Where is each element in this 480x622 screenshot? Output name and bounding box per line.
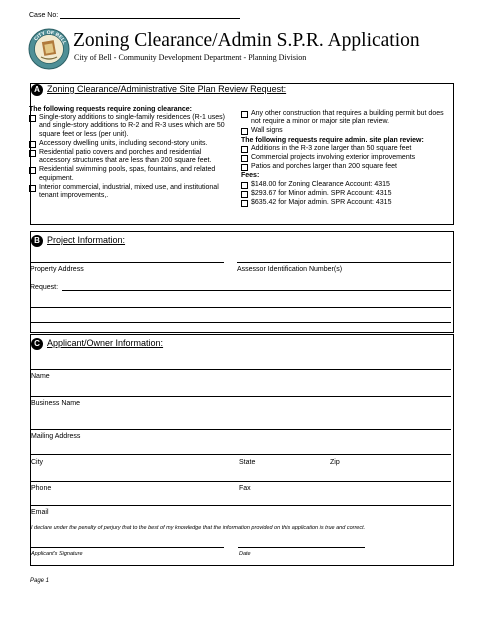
- email-label: Email: [31, 509, 49, 516]
- list-item: Any other construction that requires a building permit but does not require a minor or major site plan review.: [241, 110, 446, 126]
- list-item: Commercial projects involving exterior improvements: [241, 154, 446, 162]
- list-item: Interior commercial, industrial, mixed use, and institutional tenant improvements,.: [29, 184, 234, 200]
- section-b-box: [30, 231, 454, 333]
- zoning-clearance-heading: The following requests require zoning clearance:: [29, 106, 192, 113]
- name-field[interactable]: [30, 369, 451, 370]
- section-c-badge: C: [31, 338, 43, 350]
- checkbox[interactable]: [241, 111, 248, 118]
- case-no-field[interactable]: [60, 18, 240, 19]
- checkbox[interactable]: [241, 155, 248, 162]
- city-label: City: [31, 459, 44, 466]
- list-item: Patios and porches larger than 200 square feet: [241, 163, 446, 171]
- page-number: Page 1: [30, 578, 50, 584]
- mailing-address-label: Mailing Address: [31, 433, 81, 440]
- checkbox[interactable]: [29, 141, 36, 148]
- date-label: Date: [239, 551, 251, 557]
- list-item: Residential patio covers and porches and residential accessory structures that are less than 200 square feet.: [29, 149, 234, 165]
- section-c-title: Applicant/Owner Information:: [47, 338, 164, 348]
- state-label: State: [239, 459, 256, 466]
- checkbox[interactable]: [241, 128, 248, 135]
- svg-text:CITY OF BELL: CITY OF BELL: [33, 29, 68, 46]
- checkbox[interactable]: [29, 115, 36, 122]
- city-seal-logo: [28, 28, 70, 70]
- list-item: Additions in the R-3 zone larger than 50 square feet: [241, 145, 446, 153]
- checkbox[interactable]: [241, 146, 248, 153]
- request-field-line-2[interactable]: [30, 307, 451, 308]
- list-item: Residential swimming pools, spas, fountains, and related equipment.: [29, 166, 234, 182]
- checkbox[interactable]: [29, 150, 36, 157]
- checkbox[interactable]: [241, 164, 248, 171]
- request-field-line-1[interactable]: [62, 290, 451, 291]
- mailing-address-field[interactable]: [30, 429, 451, 430]
- fees-heading: Fees:: [241, 172, 260, 180]
- list-item: Accessory dwelling units, including second-story units.: [29, 140, 234, 148]
- fee-item: $635.42 for Major admin. SPR Account: 4315: [241, 199, 446, 207]
- signature-label: Applicant's Signature: [31, 551, 83, 557]
- fax-label: Fax: [239, 485, 251, 492]
- fee-item: $293.67 for Minor admin. SPR Account: 4315: [241, 190, 446, 198]
- checkbox[interactable]: [241, 182, 248, 189]
- business-name-field[interactable]: [30, 396, 451, 397]
- section-a-left-column: [29, 106, 234, 201]
- request-field-line-3[interactable]: [30, 322, 451, 323]
- admin-spr-heading: The following requests require admin. site plan review:: [241, 136, 424, 144]
- property-address-label: Property Address: [30, 266, 84, 273]
- email-field[interactable]: [30, 505, 451, 506]
- name-label: Name: [31, 373, 50, 380]
- fee-item: $148.00 for Zoning Clearance Account: 4315: [241, 181, 446, 189]
- date-field[interactable]: [238, 547, 365, 548]
- checkbox[interactable]: [29, 167, 36, 174]
- assessor-number-field[interactable]: [237, 262, 451, 263]
- case-no-label: Case No:: [29, 12, 59, 19]
- section-a-right-column: [241, 110, 446, 208]
- phone-label: Phone: [31, 485, 52, 492]
- section-b-badge: B: [31, 235, 43, 247]
- section-a-title: Zoning Clearance/Administrative Site Plan Review Request:: [47, 84, 287, 94]
- assessor-number-label: Assessor Identification Number(s): [237, 266, 343, 273]
- business-name-label: Business Name: [31, 400, 81, 407]
- signature-field[interactable]: [30, 547, 224, 548]
- request-label: Request:: [30, 284, 59, 291]
- property-address-field[interactable]: [30, 262, 224, 263]
- checkbox[interactable]: [241, 191, 248, 198]
- page-title: Zoning Clearance/Admin S.P.R. Application: [73, 30, 420, 51]
- list-item: Wall signs: [241, 127, 446, 135]
- section-a-badge: A: [31, 84, 43, 96]
- declaration-text: I declare under the penalty of perjury that to the best of my knowledge that the information provided on this application is true and correct.: [31, 525, 366, 531]
- page-subtitle: City of Bell - Community Development Department - Planning Division: [74, 53, 307, 62]
- city-field[interactable]: [30, 454, 451, 455]
- checkbox[interactable]: [241, 200, 248, 207]
- section-b-title: Project Information:: [47, 235, 126, 245]
- checkbox[interactable]: [29, 185, 36, 192]
- phone-field[interactable]: [30, 481, 451, 482]
- list-item: Single-story additions to single-family residences (R-1 uses) and single-story additions to R-2 and R-3 uses which are 50 square feet or less (per unit).: [29, 114, 234, 139]
- zip-label: Zip: [330, 459, 340, 466]
